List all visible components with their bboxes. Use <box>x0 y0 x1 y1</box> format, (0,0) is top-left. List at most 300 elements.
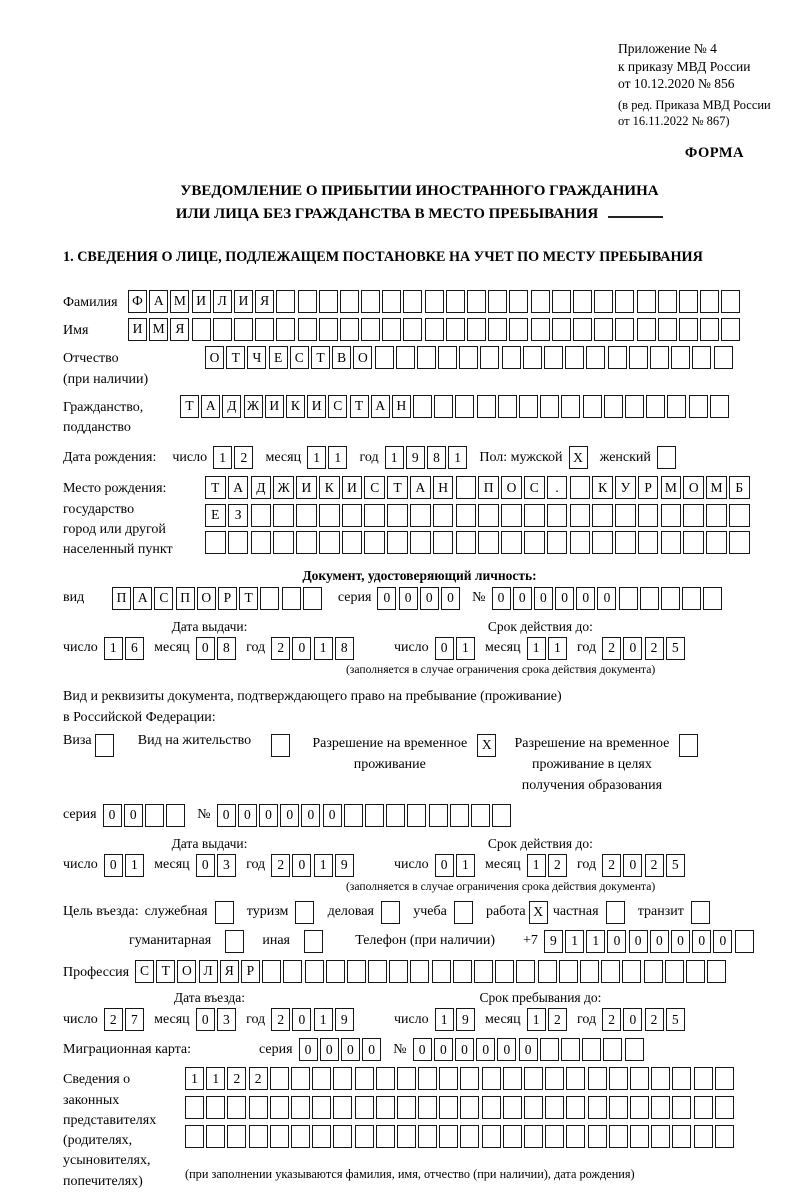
char-cell[interactable]: 0 <box>455 1038 474 1061</box>
char-cell[interactable] <box>608 346 627 369</box>
char-cell[interactable]: 0 <box>497 1038 516 1061</box>
char-cell[interactable]: 8 <box>335 637 354 660</box>
char-cell[interactable]: Б <box>729 476 750 499</box>
char-cell[interactable]: О <box>197 587 216 610</box>
char-cell[interactable]: Н <box>433 476 454 499</box>
char-cell[interactable] <box>588 1125 607 1148</box>
char-cell[interactable] <box>319 290 338 313</box>
char-cell[interactable]: 0 <box>320 1038 339 1061</box>
char-cell[interactable] <box>682 587 701 610</box>
char-cell[interactable] <box>703 587 722 610</box>
char-cell[interactable]: М <box>661 476 682 499</box>
char-cell[interactable] <box>185 1096 204 1119</box>
char-cell[interactable] <box>524 531 545 554</box>
char-cell[interactable] <box>694 1125 713 1148</box>
char-cell[interactable] <box>545 1096 564 1119</box>
char-cell[interactable] <box>735 930 754 953</box>
char-cell[interactable]: 3 <box>217 854 236 877</box>
char-cell[interactable]: Т <box>205 476 226 499</box>
char-cell[interactable]: 1 <box>586 930 605 953</box>
char-cell[interactable] <box>271 734 290 757</box>
char-cell[interactable]: 1 <box>213 446 232 469</box>
char-cell[interactable]: 0 <box>104 854 123 877</box>
char-cell[interactable] <box>492 804 511 827</box>
char-cell[interactable] <box>227 1125 246 1148</box>
char-cell[interactable] <box>312 1125 331 1148</box>
char-cell[interactable]: 0 <box>713 930 732 953</box>
char-cell[interactable] <box>364 531 385 554</box>
char-cell[interactable] <box>488 318 507 341</box>
char-cell[interactable] <box>689 395 708 418</box>
char-cell[interactable] <box>565 346 584 369</box>
char-cell[interactable]: 0 <box>299 1038 318 1061</box>
char-cell[interactable]: Ж <box>244 395 263 418</box>
char-cell[interactable]: 0 <box>124 804 143 827</box>
char-cell[interactable] <box>376 1125 395 1148</box>
char-cell[interactable]: П <box>176 587 195 610</box>
char-cell[interactable]: 0 <box>623 854 642 877</box>
char-cell[interactable]: О <box>353 346 372 369</box>
char-cell[interactable]: Т <box>387 476 408 499</box>
char-cell[interactable] <box>249 1125 268 1148</box>
char-cell[interactable]: 0 <box>435 854 454 877</box>
char-cell[interactable] <box>519 395 538 418</box>
char-cell[interactable] <box>570 504 591 527</box>
char-cell[interactable]: 9 <box>335 1008 354 1031</box>
char-cell[interactable] <box>396 346 415 369</box>
char-cell[interactable]: И <box>296 476 317 499</box>
char-cell[interactable] <box>434 395 453 418</box>
char-cell[interactable] <box>671 346 690 369</box>
char-cell[interactable]: 7 <box>125 1008 144 1031</box>
char-cell[interactable] <box>586 346 605 369</box>
char-cell[interactable]: 0 <box>671 930 690 953</box>
char-cell[interactable]: 0 <box>280 804 299 827</box>
char-cell[interactable] <box>249 1096 268 1119</box>
char-cell[interactable] <box>95 734 114 757</box>
char-cell[interactable] <box>592 504 613 527</box>
char-cell[interactable] <box>683 504 704 527</box>
char-cell[interactable]: 0 <box>238 804 257 827</box>
char-cell[interactable] <box>413 395 432 418</box>
char-cell[interactable] <box>234 318 253 341</box>
char-cell[interactable] <box>455 395 474 418</box>
char-cell[interactable] <box>482 1096 501 1119</box>
char-cell[interactable]: Д <box>251 476 272 499</box>
char-cell[interactable]: 0 <box>292 854 311 877</box>
char-cell[interactable]: 0 <box>629 930 648 953</box>
char-cell[interactable]: 0 <box>476 1038 495 1061</box>
char-cell[interactable] <box>482 1125 501 1148</box>
char-cell[interactable] <box>450 804 469 827</box>
char-cell[interactable] <box>482 1067 501 1090</box>
char-cell[interactable]: Т <box>350 395 369 418</box>
char-cell[interactable] <box>439 1096 458 1119</box>
char-cell[interactable] <box>615 290 634 313</box>
char-cell[interactable] <box>251 504 272 527</box>
char-cell[interactable] <box>509 290 528 313</box>
char-cell[interactable] <box>166 804 185 827</box>
char-cell[interactable] <box>523 346 542 369</box>
char-cell[interactable] <box>439 1125 458 1148</box>
char-cell[interactable]: 2 <box>645 1008 664 1031</box>
char-cell[interactable] <box>540 395 559 418</box>
char-cell[interactable] <box>625 1038 644 1061</box>
char-cell[interactable] <box>706 531 727 554</box>
char-cell[interactable] <box>333 1067 352 1090</box>
char-cell[interactable] <box>609 1096 628 1119</box>
char-cell[interactable]: Р <box>241 960 260 983</box>
char-cell[interactable] <box>615 531 636 554</box>
char-cell[interactable] <box>502 346 521 369</box>
char-cell[interactable] <box>721 318 740 341</box>
char-cell[interactable] <box>471 804 490 827</box>
char-cell[interactable] <box>692 346 711 369</box>
char-cell[interactable] <box>417 346 436 369</box>
char-cell[interactable] <box>657 446 676 469</box>
char-cell[interactable]: 0 <box>413 1038 432 1061</box>
char-cell[interactable]: 0 <box>292 637 311 660</box>
char-cell[interactable] <box>630 1125 649 1148</box>
char-cell[interactable] <box>570 531 591 554</box>
char-cell[interactable]: П <box>112 587 131 610</box>
char-cell[interactable] <box>524 504 545 527</box>
char-cell[interactable] <box>446 290 465 313</box>
char-cell[interactable]: 0 <box>650 930 669 953</box>
char-cell[interactable]: И <box>234 290 253 313</box>
char-cell[interactable] <box>270 1125 289 1148</box>
char-cell[interactable] <box>460 1096 479 1119</box>
char-cell[interactable] <box>376 1067 395 1090</box>
char-cell[interactable] <box>145 804 164 827</box>
char-cell[interactable]: 0 <box>692 930 711 953</box>
char-cell[interactable]: 0 <box>196 1008 215 1031</box>
char-cell[interactable]: 2 <box>602 1008 621 1031</box>
char-cell[interactable] <box>273 504 294 527</box>
char-cell[interactable]: 1 <box>565 930 584 953</box>
char-cell[interactable]: К <box>286 395 305 418</box>
char-cell[interactable]: 9 <box>456 1008 475 1031</box>
char-cell[interactable] <box>298 318 317 341</box>
char-cell[interactable] <box>516 960 535 983</box>
char-cell[interactable] <box>580 960 599 983</box>
char-cell[interactable]: 0 <box>434 1038 453 1061</box>
char-cell[interactable] <box>700 290 719 313</box>
char-cell[interactable] <box>303 587 322 610</box>
char-cell[interactable] <box>637 290 656 313</box>
char-cell[interactable] <box>312 1067 331 1090</box>
char-cell[interactable] <box>474 960 493 983</box>
char-cell[interactable] <box>305 960 324 983</box>
char-cell[interactable]: 0 <box>341 1038 360 1061</box>
char-cell[interactable] <box>615 504 636 527</box>
char-cell[interactable] <box>446 318 465 341</box>
char-cell[interactable]: 0 <box>607 930 626 953</box>
char-cell[interactable] <box>615 318 634 341</box>
char-cell[interactable] <box>273 531 294 554</box>
char-cell[interactable] <box>291 1096 310 1119</box>
char-cell[interactable] <box>296 504 317 527</box>
char-cell[interactable] <box>570 476 591 499</box>
char-cell[interactable] <box>225 930 244 953</box>
char-cell[interactable] <box>425 290 444 313</box>
char-cell[interactable] <box>661 587 680 610</box>
char-cell[interactable]: Л <box>213 290 232 313</box>
char-cell[interactable]: А <box>371 395 390 418</box>
char-cell[interactable] <box>478 531 499 554</box>
char-cell[interactable]: 0 <box>217 804 236 827</box>
char-cell[interactable]: 0 <box>292 1008 311 1031</box>
char-cell[interactable] <box>710 395 729 418</box>
char-cell[interactable] <box>495 960 514 983</box>
char-cell[interactable] <box>665 960 684 983</box>
char-cell[interactable]: 2 <box>249 1067 268 1090</box>
char-cell[interactable] <box>686 960 705 983</box>
char-cell[interactable]: 0 <box>534 587 553 610</box>
char-cell[interactable] <box>205 531 226 554</box>
char-cell[interactable] <box>456 476 477 499</box>
char-cell[interactable] <box>295 901 314 924</box>
char-cell[interactable]: 1 <box>125 854 144 877</box>
char-cell[interactable] <box>679 734 698 757</box>
char-cell[interactable]: 0 <box>196 854 215 877</box>
char-cell[interactable] <box>721 290 740 313</box>
char-cell[interactable] <box>433 504 454 527</box>
char-cell[interactable]: 1 <box>185 1067 204 1090</box>
char-cell[interactable]: 0 <box>420 587 439 610</box>
char-cell[interactable] <box>552 318 571 341</box>
char-cell[interactable] <box>319 504 340 527</box>
char-cell[interactable] <box>389 960 408 983</box>
char-cell[interactable] <box>609 1067 628 1090</box>
char-cell[interactable] <box>467 318 486 341</box>
char-cell[interactable] <box>410 531 431 554</box>
char-cell[interactable] <box>694 1096 713 1119</box>
char-cell[interactable]: Т <box>226 346 245 369</box>
char-cell[interactable] <box>276 290 295 313</box>
char-cell[interactable] <box>552 290 571 313</box>
char-cell[interactable] <box>227 1096 246 1119</box>
char-cell[interactable]: 0 <box>196 637 215 660</box>
char-cell[interactable] <box>456 531 477 554</box>
char-cell[interactable] <box>594 290 613 313</box>
char-cell[interactable] <box>706 504 727 527</box>
char-cell[interactable]: 0 <box>259 804 278 827</box>
char-cell[interactable] <box>561 1038 580 1061</box>
char-cell[interactable]: 0 <box>301 804 320 827</box>
char-cell[interactable] <box>382 290 401 313</box>
char-cell[interactable] <box>498 395 517 418</box>
char-cell[interactable] <box>344 804 363 827</box>
char-cell[interactable] <box>403 290 422 313</box>
char-cell[interactable] <box>715 1125 734 1148</box>
char-cell[interactable] <box>438 346 457 369</box>
char-cell[interactable]: С <box>154 587 173 610</box>
char-cell[interactable] <box>592 531 613 554</box>
char-cell[interactable] <box>501 531 522 554</box>
char-cell[interactable]: 1 <box>104 637 123 660</box>
char-cell[interactable] <box>407 804 426 827</box>
char-cell[interactable]: 9 <box>544 930 563 953</box>
char-cell[interactable]: 8 <box>217 637 236 660</box>
char-cell[interactable]: С <box>328 395 347 418</box>
char-cell[interactable] <box>456 504 477 527</box>
char-cell[interactable] <box>439 1067 458 1090</box>
char-cell[interactable] <box>700 318 719 341</box>
char-cell[interactable]: 1 <box>435 1008 454 1031</box>
char-cell[interactable]: Р <box>638 476 659 499</box>
char-cell[interactable] <box>355 1096 374 1119</box>
char-cell[interactable]: 2 <box>602 637 621 660</box>
char-cell[interactable] <box>540 1038 559 1061</box>
char-cell[interactable]: Н <box>392 395 411 418</box>
char-cell[interactable] <box>714 346 733 369</box>
char-cell[interactable]: 1 <box>548 637 567 660</box>
char-cell[interactable] <box>629 346 648 369</box>
char-cell[interactable] <box>255 318 274 341</box>
char-cell[interactable] <box>582 1038 601 1061</box>
char-cell[interactable]: К <box>319 476 340 499</box>
char-cell[interactable]: И <box>307 395 326 418</box>
char-cell[interactable] <box>467 290 486 313</box>
char-cell[interactable] <box>630 1096 649 1119</box>
char-cell[interactable]: А <box>228 476 249 499</box>
char-cell[interactable] <box>296 531 317 554</box>
char-cell[interactable]: 0 <box>555 587 574 610</box>
char-cell[interactable]: О <box>177 960 196 983</box>
char-cell[interactable]: Д <box>222 395 241 418</box>
char-cell[interactable]: 9 <box>406 446 425 469</box>
char-cell[interactable]: Ж <box>273 476 294 499</box>
char-cell[interactable] <box>729 531 750 554</box>
char-cell[interactable] <box>361 290 380 313</box>
char-cell[interactable] <box>561 395 580 418</box>
char-cell[interactable]: 2 <box>645 854 664 877</box>
char-cell[interactable] <box>531 290 550 313</box>
char-cell[interactable] <box>478 504 499 527</box>
char-cell[interactable]: М <box>149 318 168 341</box>
char-cell[interactable]: А <box>410 476 431 499</box>
char-cell[interactable] <box>661 504 682 527</box>
char-cell[interactable] <box>488 290 507 313</box>
char-cell[interactable]: 0 <box>597 587 616 610</box>
char-cell[interactable]: 1 <box>385 446 404 469</box>
char-cell[interactable] <box>319 318 338 341</box>
char-cell[interactable] <box>326 960 345 983</box>
char-cell[interactable]: Т <box>156 960 175 983</box>
char-cell[interactable] <box>291 1125 310 1148</box>
char-cell[interactable] <box>683 531 704 554</box>
char-cell[interactable]: С <box>524 476 545 499</box>
char-cell[interactable] <box>342 531 363 554</box>
char-cell[interactable]: П <box>478 476 499 499</box>
char-cell[interactable] <box>661 531 682 554</box>
char-cell[interactable]: 2 <box>548 854 567 877</box>
char-cell[interactable] <box>342 504 363 527</box>
char-cell[interactable]: Е <box>205 504 226 527</box>
char-cell[interactable] <box>637 318 656 341</box>
char-cell[interactable]: 2 <box>104 1008 123 1031</box>
char-cell[interactable] <box>387 531 408 554</box>
char-cell[interactable] <box>304 930 323 953</box>
char-cell[interactable] <box>573 318 592 341</box>
char-cell[interactable]: М <box>706 476 727 499</box>
char-cell[interactable]: 2 <box>227 1067 246 1090</box>
char-cell[interactable]: И <box>342 476 363 499</box>
char-cell[interactable] <box>566 1125 585 1148</box>
char-cell[interactable] <box>410 960 429 983</box>
char-cell[interactable] <box>361 318 380 341</box>
char-cell[interactable] <box>729 504 750 527</box>
char-cell[interactable]: 0 <box>513 587 532 610</box>
char-cell[interactable]: 2 <box>602 854 621 877</box>
char-cell[interactable] <box>524 1096 543 1119</box>
char-cell[interactable]: 5 <box>666 854 685 877</box>
char-cell[interactable]: З <box>228 504 249 527</box>
char-cell[interactable]: С <box>135 960 154 983</box>
char-cell[interactable]: 1 <box>448 446 467 469</box>
char-cell[interactable]: Я <box>255 290 274 313</box>
char-cell[interactable] <box>566 1067 585 1090</box>
char-cell[interactable]: О <box>501 476 522 499</box>
char-cell[interactable]: X <box>569 446 588 469</box>
char-cell[interactable]: О <box>205 346 224 369</box>
char-cell[interactable] <box>260 587 279 610</box>
char-cell[interactable] <box>691 901 710 924</box>
char-cell[interactable] <box>651 1067 670 1090</box>
char-cell[interactable]: 2 <box>271 637 290 660</box>
char-cell[interactable] <box>524 1125 543 1148</box>
char-cell[interactable] <box>545 1067 564 1090</box>
char-cell[interactable] <box>206 1125 225 1148</box>
char-cell[interactable]: 1 <box>456 637 475 660</box>
char-cell[interactable] <box>381 901 400 924</box>
char-cell[interactable] <box>604 395 623 418</box>
char-cell[interactable] <box>644 960 663 983</box>
char-cell[interactable]: Ч <box>247 346 266 369</box>
char-cell[interactable]: 0 <box>399 587 418 610</box>
char-cell[interactable] <box>658 290 677 313</box>
char-cell[interactable]: 8 <box>427 446 446 469</box>
char-cell[interactable]: О <box>683 476 704 499</box>
char-cell[interactable] <box>501 504 522 527</box>
char-cell[interactable] <box>707 960 726 983</box>
char-cell[interactable] <box>397 1067 416 1090</box>
char-cell[interactable] <box>573 290 592 313</box>
char-cell[interactable]: 1 <box>527 854 546 877</box>
char-cell[interactable] <box>651 1096 670 1119</box>
char-cell[interactable] <box>453 960 472 983</box>
char-cell[interactable] <box>625 395 644 418</box>
char-cell[interactable] <box>559 960 578 983</box>
char-cell[interactable]: 2 <box>271 854 290 877</box>
char-cell[interactable]: 2 <box>271 1008 290 1031</box>
char-cell[interactable] <box>594 318 613 341</box>
char-cell[interactable]: Т <box>239 587 258 610</box>
char-cell[interactable] <box>340 318 359 341</box>
char-cell[interactable]: А <box>201 395 220 418</box>
char-cell[interactable]: 1 <box>206 1067 225 1090</box>
char-cell[interactable] <box>650 346 669 369</box>
char-cell[interactable]: Р <box>218 587 237 610</box>
char-cell[interactable]: 0 <box>323 804 342 827</box>
char-cell[interactable] <box>503 1125 522 1148</box>
char-cell[interactable]: 1 <box>456 854 475 877</box>
char-cell[interactable] <box>622 960 641 983</box>
char-cell[interactable]: 0 <box>435 637 454 660</box>
char-cell[interactable]: . <box>547 476 568 499</box>
char-cell[interactable] <box>566 1096 585 1119</box>
